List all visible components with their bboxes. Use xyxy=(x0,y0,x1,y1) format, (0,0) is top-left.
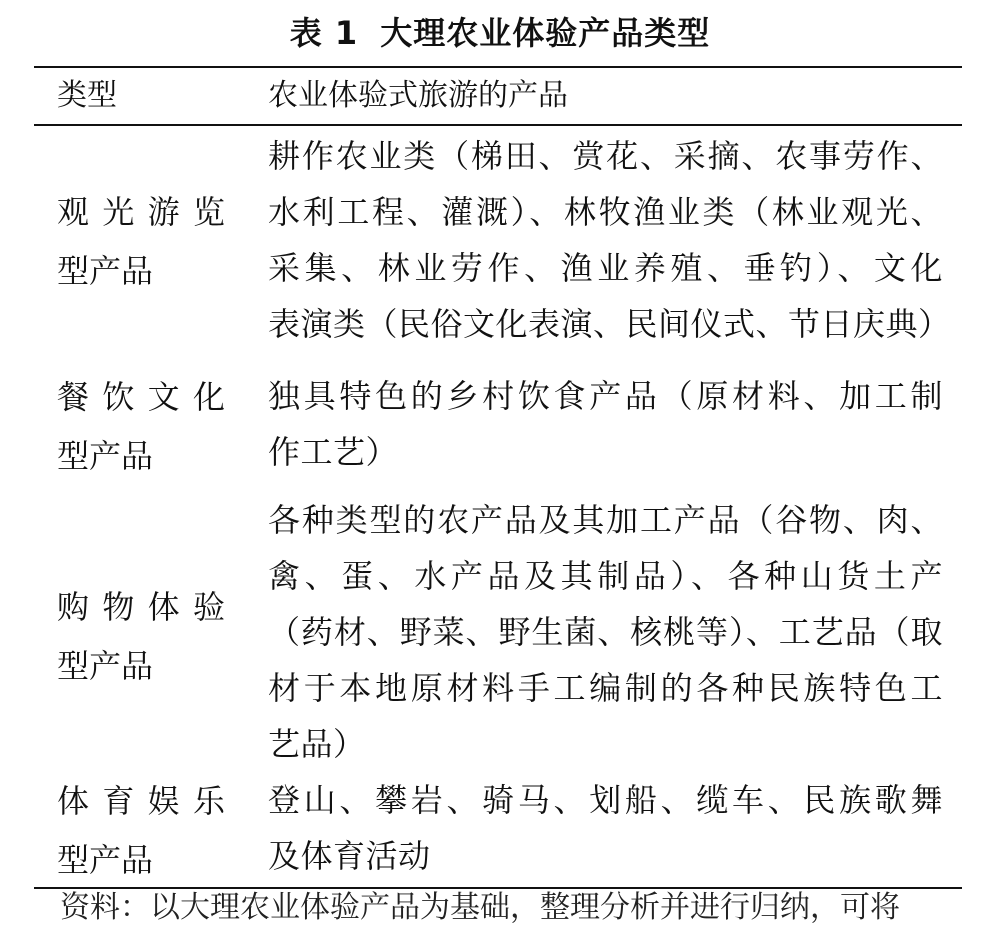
table-bottom-rule xyxy=(34,887,962,889)
row-type-line: 餐 饮 文 化 xyxy=(57,378,225,416)
product-line: 表演类（民俗文化表演、民间仪式、节日庆典） xyxy=(268,305,951,343)
product-line: （药材、野菜、野生菌、核桃等）、工艺品（取 xyxy=(268,613,943,651)
product-line: 及体育活动 xyxy=(268,837,431,875)
product-line: 登山、攀岩、骑马、划船、缆车、民族歌舞 xyxy=(268,781,943,819)
following-body-text: 资料：以大理农业体验产品为基础，整理分析并进行归纳，可将 xyxy=(60,890,900,925)
row-type-line: 观 光 游 览 xyxy=(57,193,225,231)
product-line: 材于本地原材料手工编制的各种民族特色工 xyxy=(268,669,943,707)
row-type-cell xyxy=(57,183,225,301)
row-products-cell xyxy=(268,128,951,352)
product-line: 水利工程、灌溉）、林牧渔业类（林业观光、 xyxy=(268,193,943,231)
row-type-cell xyxy=(57,368,225,486)
table-title: 大理农业体验产品类型 xyxy=(380,14,711,52)
row-type-cell xyxy=(57,578,225,696)
product-line: 耕作农业类（梯田、赏花、采摘、农事劳作、 xyxy=(268,137,943,175)
column-header-products: 农业体验式旅游的产品 xyxy=(268,78,568,113)
row-type-line: 型产品 xyxy=(57,437,154,475)
row-type-line: 型产品 xyxy=(57,252,154,290)
table-top-rule xyxy=(34,66,962,68)
product-line: 各种类型的农产品及其加工产品（谷物、肉、 xyxy=(268,501,943,539)
column-header-type: 类型 xyxy=(57,78,117,113)
row-type-cell xyxy=(57,772,225,890)
table-caption xyxy=(0,8,1000,54)
row-type-line: 购 物 体 验 xyxy=(57,588,225,626)
product-line: 作工艺） xyxy=(268,433,399,471)
row-products-cell xyxy=(268,492,943,772)
table-header-rule xyxy=(34,124,962,126)
row-products-cell xyxy=(268,772,943,884)
product-line: 禽、蛋、水产品及其制品）、各种山货土产 xyxy=(268,557,943,595)
row-type-line: 体 育 娱 乐 xyxy=(57,782,225,820)
row-type-line: 型产品 xyxy=(57,647,154,685)
product-line: 采集、林业劳作、渔业养殖、垂钓）、文化 xyxy=(268,249,943,287)
product-line: 独具特色的乡村饮食产品（原材料、加工制 xyxy=(268,377,943,415)
table-number: 表 1 xyxy=(289,14,359,52)
row-type-line: 型产品 xyxy=(57,841,154,879)
product-line: 艺品） xyxy=(268,725,366,763)
row-products-cell xyxy=(268,368,943,480)
